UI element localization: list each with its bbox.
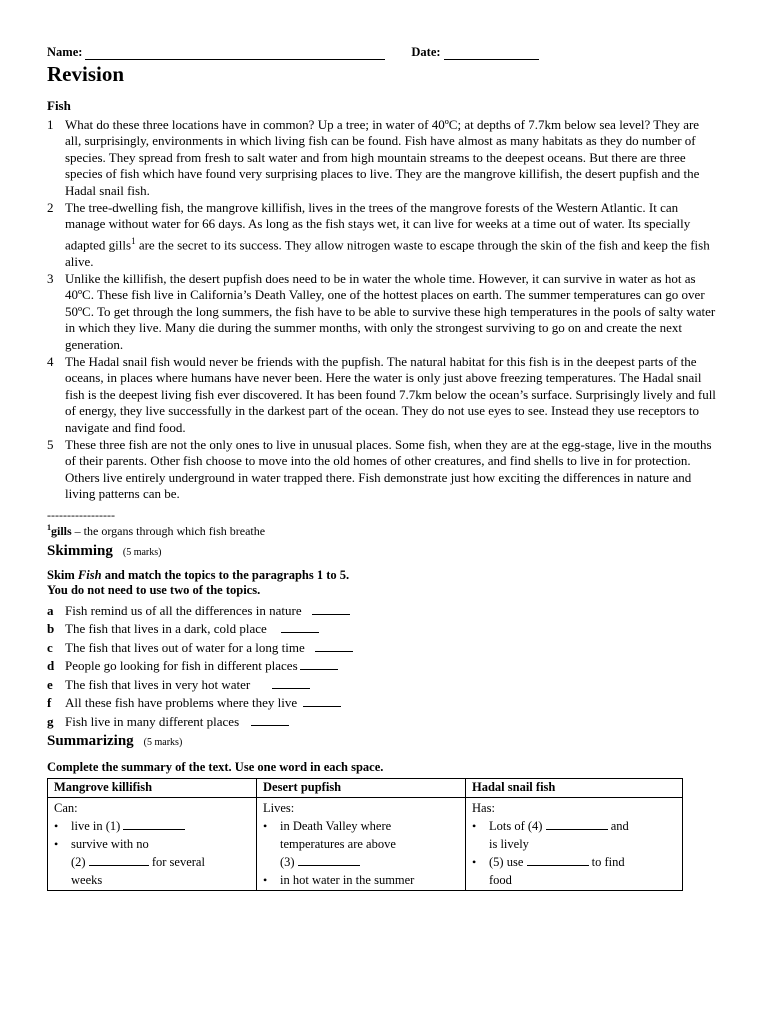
topic-item bbox=[47, 694, 717, 713]
reading-heading: Fish bbox=[47, 98, 71, 113]
topic-letter: c bbox=[47, 639, 53, 655]
bullet-text-part: (5) use bbox=[489, 854, 524, 869]
instruction-text: Skim bbox=[47, 567, 78, 582]
date-blank[interactable] bbox=[444, 46, 539, 60]
skimming-instructions bbox=[47, 568, 717, 599]
paragraph bbox=[47, 437, 717, 503]
topic-letter: f bbox=[47, 695, 52, 711]
table-cell bbox=[466, 797, 683, 890]
bullet-item bbox=[263, 871, 459, 889]
topic-text: All these fish have problems where they live bbox=[65, 695, 298, 711]
answer-blank[interactable] bbox=[300, 657, 338, 670]
skimming-marks: (5 marks) bbox=[122, 546, 162, 558]
paragraph-number: 5 bbox=[47, 437, 54, 453]
footnote-term: gills bbox=[51, 523, 72, 538]
worksheet-page bbox=[47, 40, 717, 891]
cell-lead: Lives: bbox=[263, 800, 295, 815]
summarizing-section-header bbox=[47, 733, 717, 750]
bullet-item bbox=[54, 835, 250, 889]
paragraph-text-part: are the secret to its success. They allow nitrogen waste to escape through the skin of the fish and keep the fish alive. bbox=[65, 237, 710, 269]
answer-blank[interactable] bbox=[251, 713, 289, 726]
bullet-text-part: to find bbox=[591, 854, 625, 869]
skimming-section-header bbox=[47, 543, 717, 560]
topic-item bbox=[47, 713, 717, 732]
paragraph-text: Unlike the killifish, the desert pupfish does need to be in water the whole time. However, it can survive in water as hot as 40ºC. These fish live in California’s Death Valley, one of the hottest places on earth. The summer temperatures can go over 50ºC. To get through the long summers, the fish have to be able to survive these high temperatures in the pools of salty water in which they live. Many die during the summer months, with only the strongest surviving to go on and create the next generation. bbox=[65, 270, 716, 352]
bullet-text-line: food bbox=[489, 872, 512, 887]
paragraph-number: 4 bbox=[47, 354, 54, 370]
answer-blank-5[interactable] bbox=[527, 853, 589, 866]
bullet-icon: • bbox=[472, 854, 477, 869]
bullet-text-part: (2) bbox=[71, 854, 86, 869]
answer-blank-1[interactable] bbox=[123, 817, 185, 830]
bullet-text-part: live in (1) bbox=[71, 818, 121, 833]
paragraph-text: These three fish are not the only ones to live in unusual places. Some fish, when they are at the egg-stage, live in the mouths of their parents. Other fish choose to move into the old homes of other creatures, and find shells to live in for protection. Others live entirely underground in water trapped there. Fish demonstrate just how exciting the differences in nature and living patterns can be. bbox=[65, 437, 712, 502]
bullet-icon: • bbox=[54, 818, 59, 833]
bullet-text bbox=[71, 817, 250, 835]
paragraph-number: 3 bbox=[47, 270, 54, 286]
instruction-line: You do not need to use two of the topics. bbox=[47, 583, 261, 598]
footnote-number: 1 bbox=[47, 522, 51, 532]
bullet-icon: • bbox=[472, 818, 477, 833]
topic-text: The fish that lives out of water for a long time bbox=[65, 639, 305, 655]
bullet-item bbox=[263, 817, 459, 871]
paragraph bbox=[47, 354, 717, 436]
answer-blank[interactable] bbox=[303, 694, 341, 707]
footnote-text: – the organs through which fish breathe bbox=[71, 523, 266, 538]
column-header: Desert pupfish bbox=[257, 778, 466, 797]
paragraph bbox=[47, 117, 717, 199]
summary-table bbox=[47, 778, 683, 891]
bullet-item bbox=[472, 817, 676, 853]
answer-blank[interactable] bbox=[315, 639, 353, 652]
topic-letter: d bbox=[47, 658, 55, 674]
answer-blank[interactable] bbox=[281, 620, 319, 633]
bullet-text-line: weeks bbox=[71, 872, 103, 887]
bullet-icon: • bbox=[263, 872, 268, 887]
table-cell bbox=[48, 797, 257, 890]
topic-letter: b bbox=[47, 621, 55, 637]
instruction-line bbox=[47, 568, 717, 584]
topic-list bbox=[47, 602, 717, 732]
answer-blank[interactable] bbox=[272, 676, 310, 689]
summarizing-instructions: Complete the summary of the text. Use one word in each space. bbox=[47, 760, 384, 775]
paragraph bbox=[47, 271, 717, 353]
table-row bbox=[48, 797, 683, 890]
topic-item bbox=[47, 657, 717, 676]
summarizing-heading: Summarizing bbox=[47, 733, 134, 750]
bullet-text-line: in Death Valley where bbox=[280, 818, 392, 833]
reading-passage bbox=[47, 117, 717, 503]
bullet-text-part: Lots of (4) bbox=[489, 818, 543, 833]
column-header: Hadal snail fish bbox=[466, 778, 683, 797]
skimming-heading: Skimming bbox=[47, 542, 113, 559]
topic-letter: a bbox=[47, 602, 54, 618]
bullet-item bbox=[54, 817, 250, 835]
paragraph-text: What do these three locations have in common? Up a tree; in water of 40ºC; at depths of 7.7km below sea level? They are all, surprisingly, environments in which living fish can be found. Fish have almost as many habitats as they do number of species. They spread from fresh to salt water and from high mountain streams to the deepest oceans. But there are three species of fish which have found very surprising places to live. They are the mangrove killifish, the desert pupfish and the Hadal snail fish. bbox=[65, 117, 700, 198]
bullet-item bbox=[472, 853, 676, 889]
footnote-rule: ----------------- bbox=[47, 507, 115, 522]
bullet-text-part: for several bbox=[151, 854, 205, 869]
column-header: Mangrove killifish bbox=[48, 778, 257, 797]
topic-item bbox=[47, 676, 717, 695]
summarizing-marks: (5 marks) bbox=[143, 737, 183, 749]
instruction-text: and match the topics to the paragraphs 1 to 5. bbox=[101, 567, 350, 582]
answer-blank-2[interactable] bbox=[89, 853, 149, 866]
topic-text: Fish live in many different places bbox=[65, 713, 240, 729]
paragraph-text-part: The tree-dwelling fish, the mangrove killifish, lives in the trees of the mangrove forests of the Western Atlantic. It can manage without water for 66 days. As long as the fish stays wet, it can live for weeks at a time out of water. Its specially adapted gills bbox=[65, 200, 691, 253]
bullet-text-part: and bbox=[610, 818, 629, 833]
footnote bbox=[47, 523, 717, 539]
paragraph-text bbox=[65, 200, 717, 270]
bullet-text bbox=[489, 853, 676, 889]
date-label: Date: bbox=[411, 45, 441, 59]
paragraph-text: The Hadal snail fish would never be friends with the pupfish. The natural habitat for this fish is in the deepest parts of the oceans, in places where humans have never been. Here the water is only just above freezing temperatures. The Hadal snail fish is the deepest living fish ever discovered. It has been found 7.7km below the ocean’s surface. Surprisingly lively and full of energy, they live successfully in the darkest part of the ocean. They do not use eyes to see. Instead they use receptors to navigate and find food. bbox=[65, 354, 716, 435]
bullet-icon: • bbox=[263, 818, 268, 833]
paragraph-number: 2 bbox=[47, 200, 54, 216]
name-label: Name: bbox=[47, 45, 83, 59]
name-date-bar bbox=[47, 40, 717, 60]
bullet-text: in hot water in the summer bbox=[280, 872, 415, 887]
table-header-row bbox=[48, 778, 683, 797]
answer-blank-4[interactable] bbox=[546, 817, 608, 830]
topic-text: The fish that lives in a dark, cold place bbox=[65, 621, 267, 637]
answer-blank[interactable] bbox=[312, 602, 350, 615]
topic-item bbox=[47, 639, 717, 658]
paragraph bbox=[47, 200, 717, 270]
cell-lead: Can: bbox=[54, 800, 78, 815]
instruction-emphasis: Fish bbox=[77, 567, 102, 582]
table-cell bbox=[257, 797, 466, 890]
topic-text: People go looking for fish in different places bbox=[65, 658, 298, 674]
bullet-text bbox=[71, 835, 250, 889]
bullet-icon: • bbox=[54, 836, 59, 851]
name-blank[interactable] bbox=[85, 46, 385, 60]
cell-lead: Has: bbox=[472, 800, 495, 815]
topic-item bbox=[47, 602, 717, 621]
bullet-text bbox=[489, 817, 676, 853]
topic-text: Fish remind us of all the differences in nature bbox=[65, 602, 302, 618]
bullet-text-line: is lively bbox=[489, 836, 529, 851]
bullet-text bbox=[280, 817, 459, 871]
paragraph-number: 1 bbox=[47, 117, 54, 132]
bullet-text-line: survive with no bbox=[71, 836, 149, 851]
topic-letter: e bbox=[47, 676, 53, 692]
footnote-marker: 1 bbox=[131, 235, 136, 246]
answer-blank-3[interactable] bbox=[298, 853, 360, 866]
bullet-text-part: (3) bbox=[280, 854, 295, 869]
page-title: Revision bbox=[47, 62, 125, 86]
topic-letter: g bbox=[47, 713, 54, 729]
bullet-text-line: temperatures are above bbox=[280, 836, 396, 851]
topic-text: The fish that lives in very hot water bbox=[65, 676, 251, 692]
topic-item bbox=[47, 620, 717, 639]
